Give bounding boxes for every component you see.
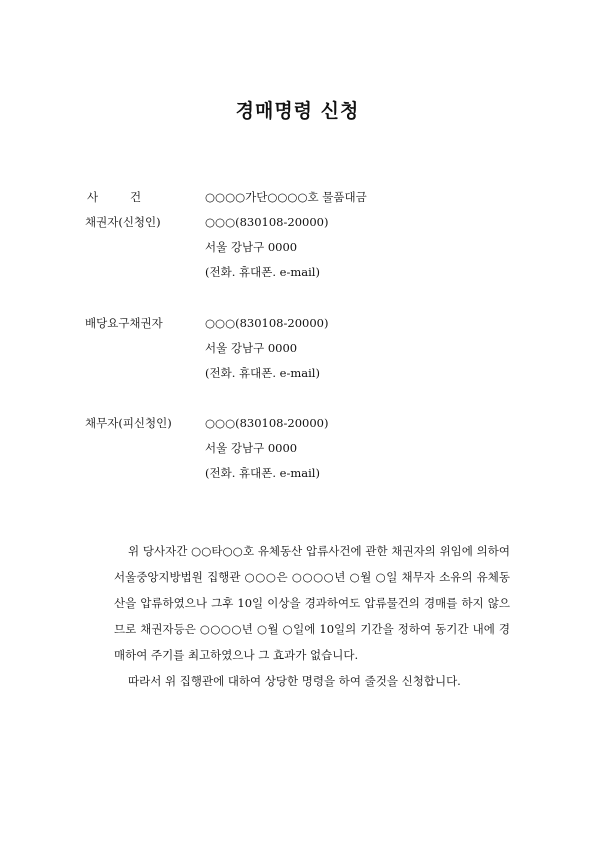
debtor-address: 서울 강남구 0000 bbox=[205, 441, 298, 455]
distribution-creditor-name: ○○○(830108-20000) bbox=[205, 316, 329, 330]
case-label-part1: 사 bbox=[87, 190, 99, 204]
debtor-contact: (전화. 휴대폰. e-mail) bbox=[205, 466, 320, 480]
creditor-name: ○○○(830108-20000) bbox=[205, 215, 329, 229]
debtor-row bbox=[0, 413, 595, 433]
debtor-label: 채무자(피신청인) bbox=[85, 416, 172, 430]
debtor-name: ○○○(830108-20000) bbox=[205, 416, 329, 430]
debtor-contact-row bbox=[0, 463, 595, 483]
case-row bbox=[0, 187, 595, 207]
distribution-creditor-contact-row bbox=[0, 363, 595, 383]
case-value: ○○○○가단○○○○호 물품대금 bbox=[205, 190, 367, 204]
distribution-creditor-row bbox=[0, 313, 595, 333]
creditor-row bbox=[0, 212, 595, 232]
distribution-creditor-address: 서울 강남구 0000 bbox=[205, 341, 298, 355]
case-label-part2: 건 bbox=[130, 190, 142, 204]
distribution-creditor-label: 배당요구채권자 bbox=[85, 316, 163, 330]
creditor-contact: (전화. 휴대폰. e-mail) bbox=[205, 265, 320, 279]
body-text bbox=[114, 538, 510, 694]
creditor-contact-row bbox=[0, 262, 595, 282]
creditor-address-row bbox=[0, 237, 595, 257]
creditor-address: 서울 강남구 0000 bbox=[205, 240, 298, 254]
creditor-label: 채권자(신청인) bbox=[85, 215, 161, 229]
distribution-creditor-contact: (전화. 휴대폰. e-mail) bbox=[205, 366, 320, 380]
document-title: 경매명령 신청 bbox=[235, 100, 360, 122]
body-paragraph-2: 따라서 위 집행관에 대하여 상당한 명령을 하여 줄것을 신청합니다. bbox=[128, 674, 461, 688]
distribution-creditor-address-row bbox=[0, 338, 595, 358]
body-paragraph-1: 위 당사자간 ○○타○○호 유체동산 압류사건에 관한 채권자의 위임에 의하여 서울중앙지방법원 집행관 ○○○은 ○○○○년 ○월 ○일 채무자 소유의 유체동산을 압류하였으나 그후 10일 이상을 경과하여도 압류물건의 경매를 하지 않으므로 채권자등은 ○○○○년 ○월 ○일에 10일의 기간을 정하여 동기간 내에 경매하여 주기를 최고하였으나 그 효과가 없습니다. bbox=[114, 544, 510, 662]
debtor-address-row bbox=[0, 438, 595, 458]
